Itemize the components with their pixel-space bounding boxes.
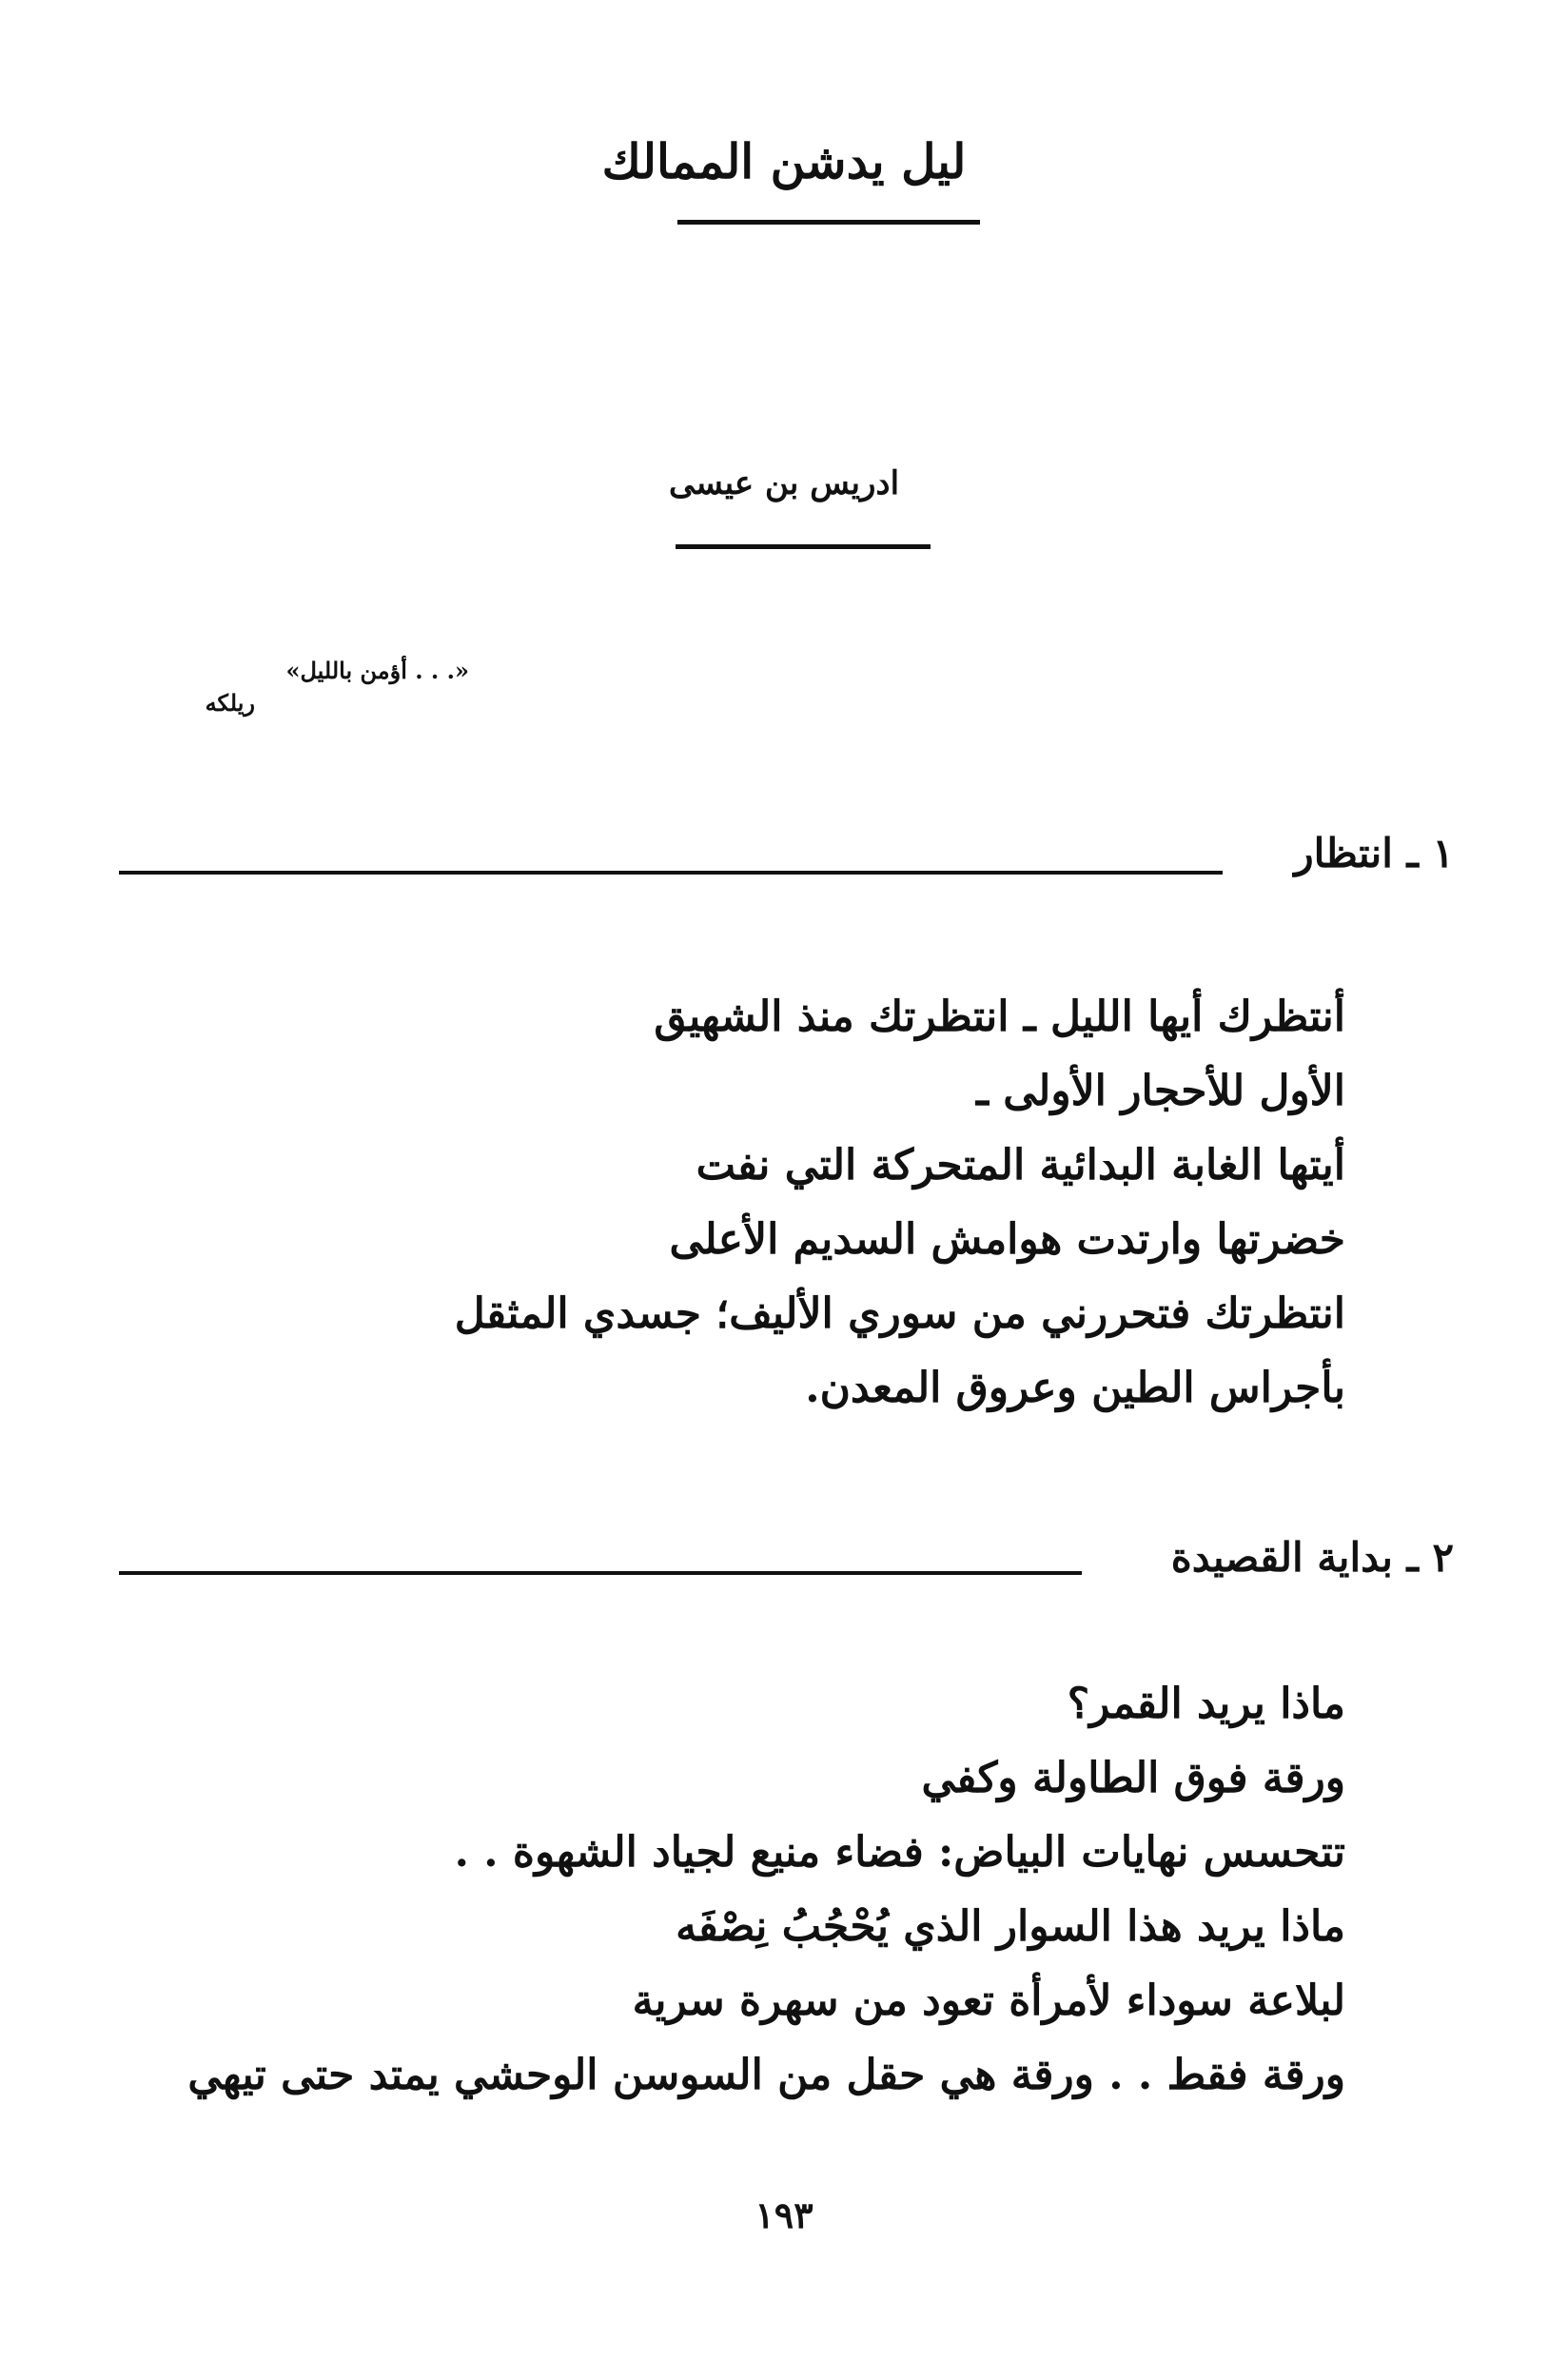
author-name: ادريس بن عيسى [668,464,900,502]
verse-line: ماذا يريد هذا السوار الذي يُحْجُبُ نِصْفَه [676,1902,1345,1951]
verse-line: بأجراس الطين وعروق المعدن. [805,1364,1345,1412]
verse-line: انتظرتك فتحررني من سوري الأليف؛ جسدي المثقل [454,1289,1345,1338]
section-heading-1: ١ ـ انتظار [1294,830,1454,876]
verse-line: لبلاعة سوداء لأمرأة تعود من سهرة سرية [632,1976,1345,2025]
verse-line: أنتظرك أيها الليل ـ انتظرتك منذ الشهيق [654,993,1345,1041]
verse-line: تتحسس نهايات البياض: فضاء منيع لجياد الشهوة . . [454,1828,1345,1877]
verse-line: ورقة فوق الطاولة وكفي [921,1754,1345,1802]
poem-title: ليل يدشن الممالك [601,133,967,189]
stanza-2 [187,1667,1345,2113]
title-underline [677,220,980,225]
verse-line: ماذا يريد القمر؟ [1067,1680,1345,1728]
epigraph [205,655,469,718]
verse-line: الأول للأحجار الأولى ـ [976,1067,1345,1115]
stanza-1 [455,980,1345,1426]
page-number: ١٩٣ [755,2193,813,2236]
epigraph-quote: «. . . أؤمن بالليل» [285,657,469,684]
verse-line: خضرتها وارتدت هوامش السديم الأعلى [669,1215,1345,1264]
section-rule-2 [119,1571,1082,1575]
author-underline [676,544,931,549]
section-heading-2: ٢ ـ بداية القصيدة [1170,1534,1454,1581]
verse-line: أيتها الغابة البدائية المتحركة التي نفت [696,1141,1345,1190]
verse-line: ورقة فقط . . ورقة هي حقل من السوسن الوحشي يمتد حتى تيهي [187,2051,1345,2099]
epigraph-source: ريلكه [205,688,255,717]
section-rule-1 [119,871,1223,875]
